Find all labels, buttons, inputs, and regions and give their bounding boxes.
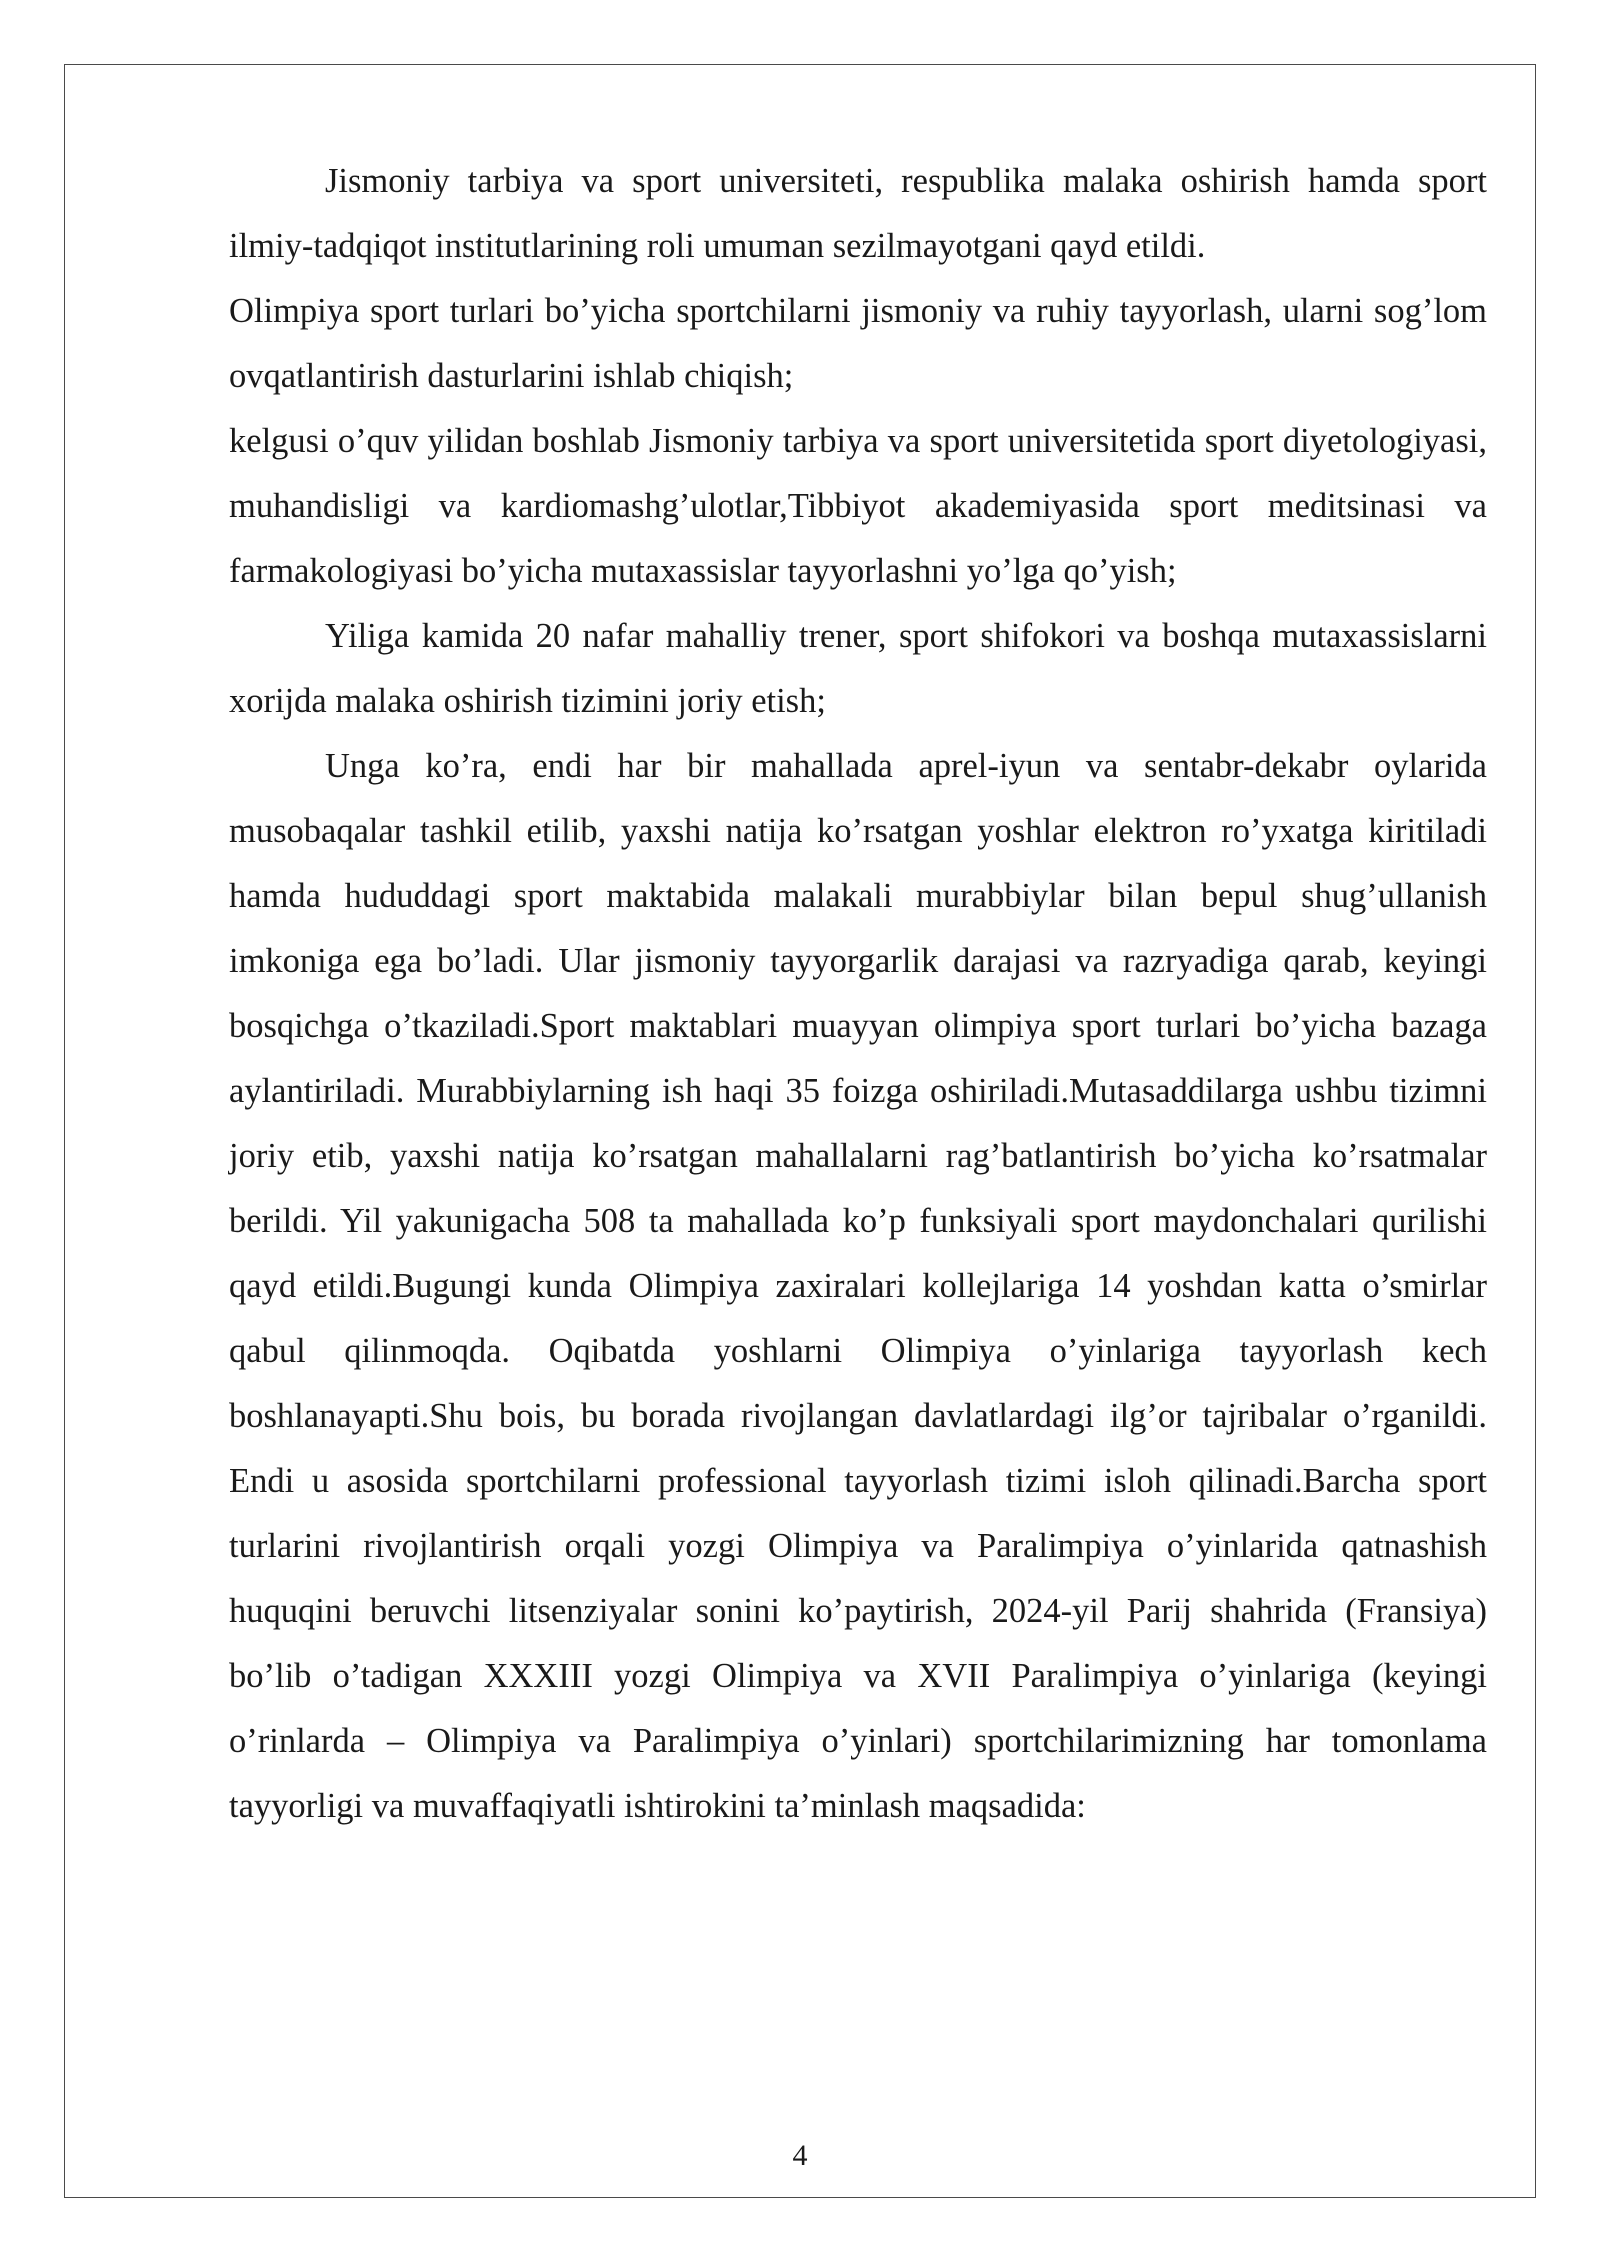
paragraph-3: kelgusi o’quv yilidan boshlab Jismoniy tarbiya va sport universitetida sport diyetologiyasi, muhandisligi va kardiomashg’ulotlar,Tibbiyot akademiyasida sport meditsinasi va farmakologiyasi bo’yicha mutaxassislar tayyorlashni yo’lga qo’yish; <box>229 422 1487 590</box>
paragraph-1: Jismoniy tarbiya va sport universiteti, respublika malaka oshirish hamda sport ilmiy-tadqiqot institutlarining roli umuman sezilmayotgani qayd etildi. <box>229 162 1487 265</box>
page-number: 4 <box>792 2139 808 2172</box>
paragraph-5: Unga ko’ra, endi har bir mahallada aprel-iyun va sentabr-dekabr oylarida musobaqalar tashkil etilib, yaxshi natija ko’rsatgan yoshlar elektron ro’yxatga kiritiladi hamda hududdagi sport maktabida malakali murabbiylar bilan bepul shug’ullanish imkoniga ega bo’ladi. Ular jismoniy tayyorgarlik darajasi va razryadiga qarab, keyingi bosqichga o’tkaziladi.Sport maktablari muayyan olimpiya sport turlari bo’yicha bazaga aylantiriladi. Murabbiylarning ish haqi 35 foizga oshiriladi.Mutasaddilarga ushbu tizimni joriy etib, yaxshi natija ko’rsatgan mahallalarni rag’batlantirish bo’yicha ko’rsatmalar berildi. Yil yakunigacha 508 ta mahallada ko’p funksiyali sport maydonchalari qurilishi qayd etildi.Bugungi kunda Olimpiya zaxiralari kollejlariga 14 yoshdan katta o’smirlar qabul qilinmoqda. Oqibatda yoshlarni Olimpiya o’yinlariga tayyorlash kech boshlanayapti.Shu bois, bu borada rivojlangan davlatlardagi ilg’or tajribalar o’rganildi. Endi u asosida sportchilarni professional tayyorlash tizimi isloh qilinadi.Barcha sport turlarini rivojlantirish orqali yozgi Olimpiya va Paralimpiya o’yinlarida qatnashish huquqini beruvchi litsenziyalar sonini ko’paytirish, 2024-yil Parij shahrida (Fransiya) bo’lib o’tadigan XXXIII yozgi Olimpiya va XVII Paralimpiya o’yinlariga (keyingi o’rinlarda – Olimpiya va Paralimpiya o’yinlari) sportchilarimizning har tomonlama tayyorligi va muvaffaqiyatli ishtirokini ta’minlash maqsadida: <box>229 747 1487 1825</box>
paragraph-2: Olimpiya sport turlari bo’yicha sportchilarni jismoniy va ruhiy tayyorlash, ularni sog’lom ovqatlantirish dasturlarini ishlab chiqish; <box>229 292 1487 395</box>
paragraph-4: Yiliga kamida 20 nafar mahalliy trener, sport shifokori va boshqa mutaxassislarni xorijda malaka oshirish tizimini joriy etish; <box>229 617 1487 720</box>
document-body <box>229 149 1487 1839</box>
